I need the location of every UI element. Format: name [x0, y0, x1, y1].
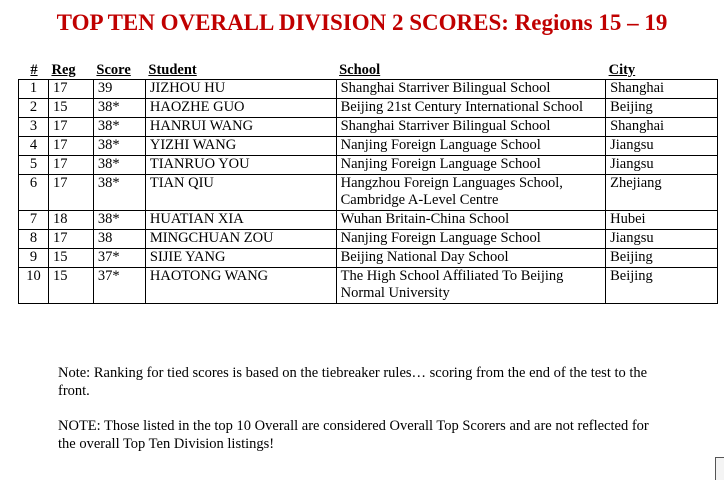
cell-student: TIANRUO YOU — [145, 156, 336, 175]
cell-school: Wuhan Britain-China School — [336, 211, 605, 230]
table-row — [19, 249, 718, 268]
cell-num: 1 — [19, 80, 49, 99]
cell-score: 37* — [93, 268, 145, 304]
cell-reg: 18 — [48, 211, 93, 230]
cell-reg: 17 — [48, 175, 93, 211]
cell-score: 39 — [93, 80, 145, 99]
header-num: # — [30, 62, 38, 78]
header-score: Score — [96, 62, 131, 78]
cell-score: 37* — [93, 249, 145, 268]
cell-student: HAOZHE GUO — [145, 99, 336, 118]
cell-reg: 17 — [48, 156, 93, 175]
cell-num: 2 — [19, 99, 49, 118]
table-header-row — [19, 62, 718, 80]
cell-school: Beijing National Day School — [336, 249, 605, 268]
header-city: City — [608, 62, 636, 78]
cell-school: Nanjing Foreign Language School — [336, 137, 605, 156]
note-tiebreaker: Note: Ranking for tied scores is based on the tiebreaker rules… scoring from the end of the test to the front. — [58, 365, 648, 399]
cell-reg: 17 — [48, 230, 93, 249]
table-row — [19, 118, 718, 137]
cell-school: Nanjing Foreign Language School — [336, 230, 605, 249]
cell-city: Shanghai — [606, 80, 718, 99]
cell-school: Nanjing Foreign Language School — [336, 156, 605, 175]
notes-section — [58, 364, 658, 470]
cell-reg: 15 — [48, 99, 93, 118]
cell-city: Beijing — [606, 268, 718, 304]
scores-table — [18, 62, 718, 304]
cell-city: Shanghai — [606, 118, 718, 137]
cell-reg: 15 — [48, 268, 93, 304]
table-row — [19, 80, 718, 99]
cell-school: Shanghai Starriver Bilingual School — [336, 118, 605, 137]
cell-school: Shanghai Starriver Bilingual School — [336, 80, 605, 99]
table-row — [19, 99, 718, 118]
page-title: TOP TEN OVERALL DIVISION 2 SCORES: Regions 15 – 19 — [56, 10, 668, 35]
cell-num: 8 — [19, 230, 49, 249]
corner-edge — [715, 457, 724, 480]
cell-score: 38 — [93, 230, 145, 249]
cell-city: Hubei — [606, 211, 718, 230]
cell-city: Jiangsu — [606, 230, 718, 249]
cell-reg: 17 — [48, 118, 93, 137]
cell-num: 5 — [19, 156, 49, 175]
cell-student: MINGCHUAN ZOU — [145, 230, 336, 249]
cell-student: HANRUI WANG — [145, 118, 336, 137]
cell-num: 4 — [19, 137, 49, 156]
cell-student: JIZHOU HU — [145, 80, 336, 99]
header-school: School — [339, 62, 381, 78]
cell-num: 7 — [19, 211, 49, 230]
cell-student: HUATIAN XIA — [145, 211, 336, 230]
cell-score: 38* — [93, 175, 145, 211]
cell-num: 6 — [19, 175, 49, 211]
cell-city: Zhejiang — [606, 175, 718, 211]
cell-score: 38* — [93, 211, 145, 230]
cell-student: TIAN QIU — [145, 175, 336, 211]
table-row — [19, 268, 718, 304]
cell-student: YIZHI WANG — [145, 137, 336, 156]
header-reg: Reg — [51, 62, 76, 78]
cell-city: Jiangsu — [606, 137, 718, 156]
cell-city: Jiangsu — [606, 156, 718, 175]
table-row — [19, 156, 718, 175]
cell-city: Beijing — [606, 249, 718, 268]
cell-student: SIJIE YANG — [145, 249, 336, 268]
table-row — [19, 175, 718, 211]
cell-student: HAOTONG WANG — [145, 268, 336, 304]
cell-reg: 15 — [48, 249, 93, 268]
cell-score: 38* — [93, 118, 145, 137]
cell-school: Beijing 21st Century International School — [336, 99, 605, 118]
header-student: Student — [148, 62, 197, 78]
cell-reg: 17 — [48, 80, 93, 99]
cell-school: The High School Affiliated To Beijing Normal University — [336, 268, 605, 304]
cell-num: 9 — [19, 249, 49, 268]
cell-score: 38* — [93, 137, 145, 156]
cell-school: Hangzhou Foreign Languages School, Cambridge A-Level Centre — [336, 175, 605, 211]
cell-score: 38* — [93, 156, 145, 175]
table-row — [19, 211, 718, 230]
cell-city: Beijing — [606, 99, 718, 118]
table-row — [19, 230, 718, 249]
cell-reg: 17 — [48, 137, 93, 156]
cell-num: 3 — [19, 118, 49, 137]
cell-num: 10 — [19, 268, 49, 304]
note-overall-top-scorers: NOTE: Those listed in the top 10 Overall are considered Overall Top Scorers and are not reflected for the overall Top Ten Division listings! — [58, 418, 649, 452]
table-row — [19, 137, 718, 156]
cell-score: 38* — [93, 99, 145, 118]
